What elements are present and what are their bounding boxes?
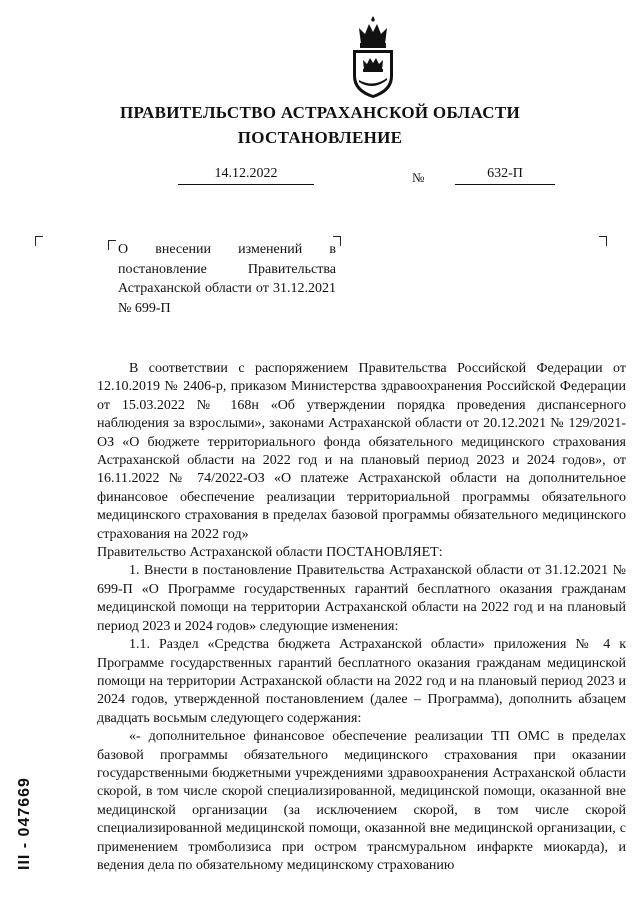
body-paragraph: Правительство Астраханской области ПОСТАНОВЛЯЕТ: (97, 545, 443, 561)
document-subject: О внесении изменений в постановление Правительства Астраханской области от 31.12.2021 № 699-П (118, 242, 336, 316)
corner-mark-icon (35, 236, 43, 246)
document-body (97, 360, 626, 875)
document-type-title: ПОСТАНОВЛЕНИЕ (237, 128, 403, 147)
document-number: 632-П (455, 166, 555, 185)
number-sign: № (412, 170, 425, 185)
corner-mark-icon (108, 240, 116, 250)
corner-mark-icon (599, 236, 607, 246)
coat-of-arms-icon (345, 14, 401, 100)
body-paragraph: «- дополнительное финансовое обеспечение реализации ТП ОМС в пределах базовой программы обязательного медицинского страхования при оказании государственными бюджетными учреждениями здравоохранения Астраханской области скорой, в том числе скорой специализированной, медицинской помощи, оказанной вне медицинской организации (за исключением скорой, в том числе скорой специализированной медицинской помощи, оказанной вне медицинской организации, с применением тромболизиса при остром трансмуральном инфаркте миокарда), и ведения дела по обязательному медицинскому страхованию (97, 729, 626, 873)
body-paragraph: В соответствии с распоряжением Правительства Российской Федерации от 12.10.2019 № 2406-р, приказом Министерства здравоохранения Российской Федерации от 15.03.2022 № 168н «Об утверждении порядка проведения диспансерного наблюдения за взрослыми», законами Астраханской области от 20.12.2021 № 129/2021-ОЗ «О бюджете территориального фонда обязательного медицинского страхования Астраханской области на 2022 год и на плановый период 2023 и 2024 годов», от 16.11.2022 № 74/2022-ОЗ «О платеже Астраханской области на дополнительное финансовое обеспечение реализации территориальной программы обязательного медицинского страхования в пределах базовой программы обязательного медицинского страхования на 2022 год» (97, 361, 626, 542)
government-title: ПРАВИТЕЛЬСТВО АСТРАХАНСКОЙ ОБЛАСТИ (120, 103, 520, 122)
body-paragraph: 1.1. Раздел «Средства бюджета Астраханской области» приложения № 4 к Программе государственных гарантий бесплатного оказания гражданам медицинской помощи на территории Астраханской области на 2022 год и на плановый период 2023 и 2024 годов, утвержденной постановлением (далее – Программа), дополнить абзацем двадцать восьмым следующего содержания: (97, 637, 626, 726)
document-date: 14.12.2022 (178, 166, 314, 185)
serial-stamp: III - 047669 (16, 777, 33, 870)
body-paragraph: 1. Внести в постановление Правительства Астраханской области от 31.12.2021 № 699-П «О Программе государственных гарантий бесплатного оказания гражданам медицинской помощи на территории Астраханской области на 2022 год и на плановый период 2023 и 2024 годов» следующие изменения: (97, 563, 626, 634)
